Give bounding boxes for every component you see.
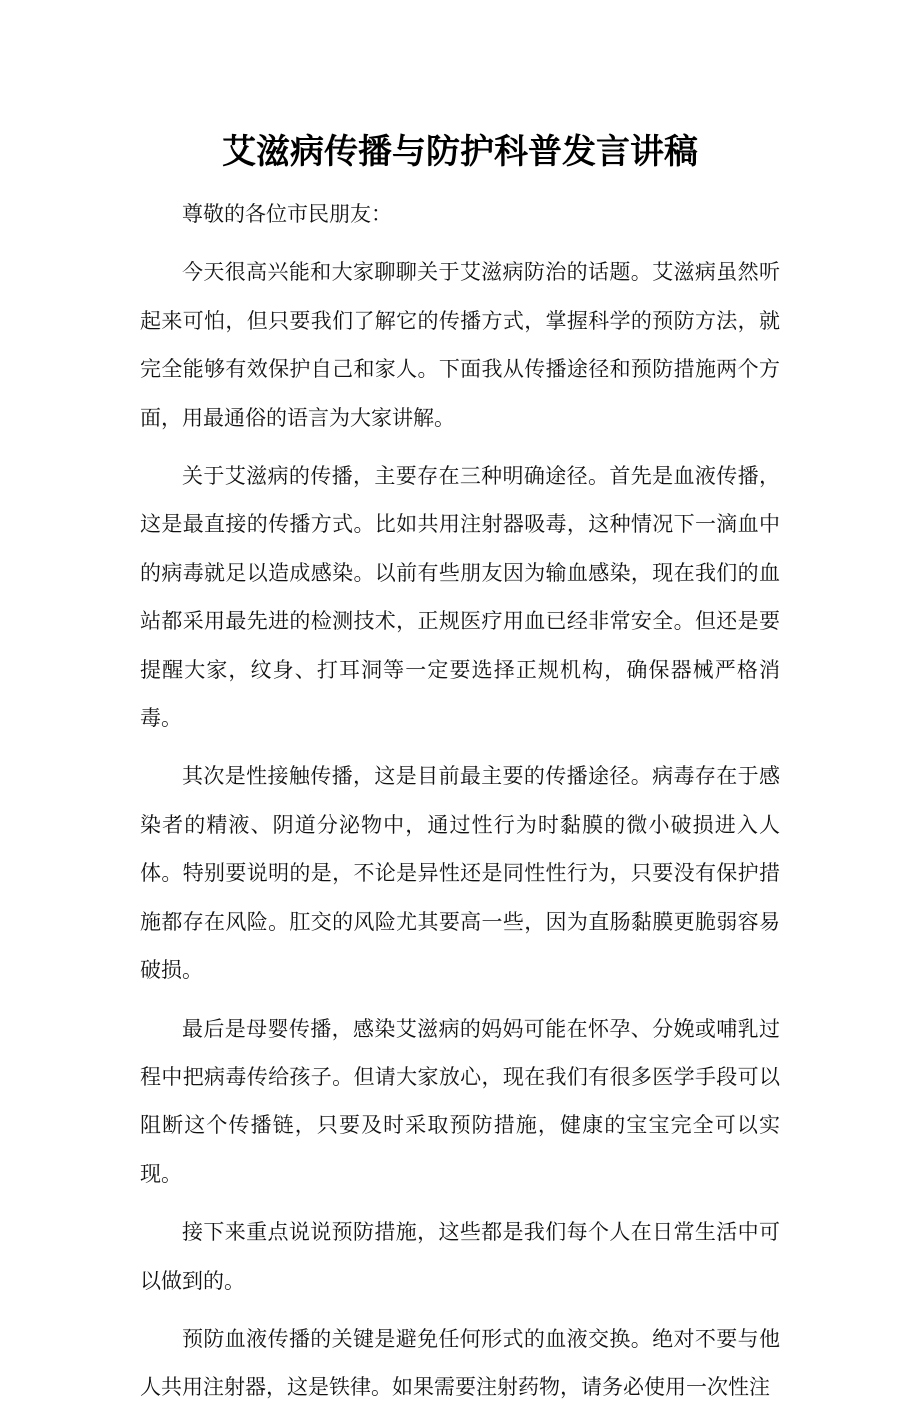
- paragraph-prevention-intro: 接下来重点说说预防措施，这些都是我们每个人在日常生活中可以做到的。: [140, 1220, 780, 1293]
- paragraph-sexual-transmission: 其次是性接触传播，这是目前最主要的传播途径。病毒存在于感染者的精液、阴道分泌物中，通过性行为时黏膜的微小破损进入人体。特别要说明的是，不论是异性还是同性性行为，只要没有保护措施都存在风险。肛交的风险尤其要高一些，因为直肠黏膜更脆弱容易破损。: [140, 764, 780, 983]
- paragraph-salutation: 尊敬的各位市民朋友：: [182, 202, 392, 226]
- document-body: [140, 190, 780, 1412]
- paragraph-blood-transmission: 关于艾滋病的传播，主要存在三种明确途径。首先是血液传播，这是最直接的传播方式。比如共用注射器吸毒，这种情况下一滴血中的病毒就足以造成感染。以前有些朋友因为输血感染，现在我们的血站都采用最先进的检测技术，正规医疗用血已经非常安全。但还是要提醒大家，纹身、打耳洞等一定要选择正规机构，确保器械严格消毒。: [140, 464, 780, 731]
- paragraph-introduction: 今天很高兴能和大家聊聊关于艾滋病防治的话题。艾滋病虽然听起来可怕，但只要我们了解它的传播方式，掌握科学的预防方法，就完全能够有效保护自己和家人。下面我从传播途径和预防措施两个方面，用最通俗的语言为大家讲解。: [140, 260, 780, 430]
- paragraph-mother-to-child-transmission: 最后是母婴传播，感染艾滋病的妈妈可能在怀孕、分娩或哺乳过程中把病毒传给孩子。但请大家放心，现在我们有很多医学手段可以阻断这个传播链，只要及时采取预防措施，健康的宝宝完全可以实现。: [140, 1016, 780, 1186]
- document-title: 艾滋病传播与防护科普发言讲稿: [222, 132, 698, 172]
- paragraph-blood-prevention: 预防血液传播的关键是避免任何形式的血液交换。绝对不要与他人共用注射器，这是铁律。如果需要注射药物，请务必使用一次性注: [140, 1326, 780, 1400]
